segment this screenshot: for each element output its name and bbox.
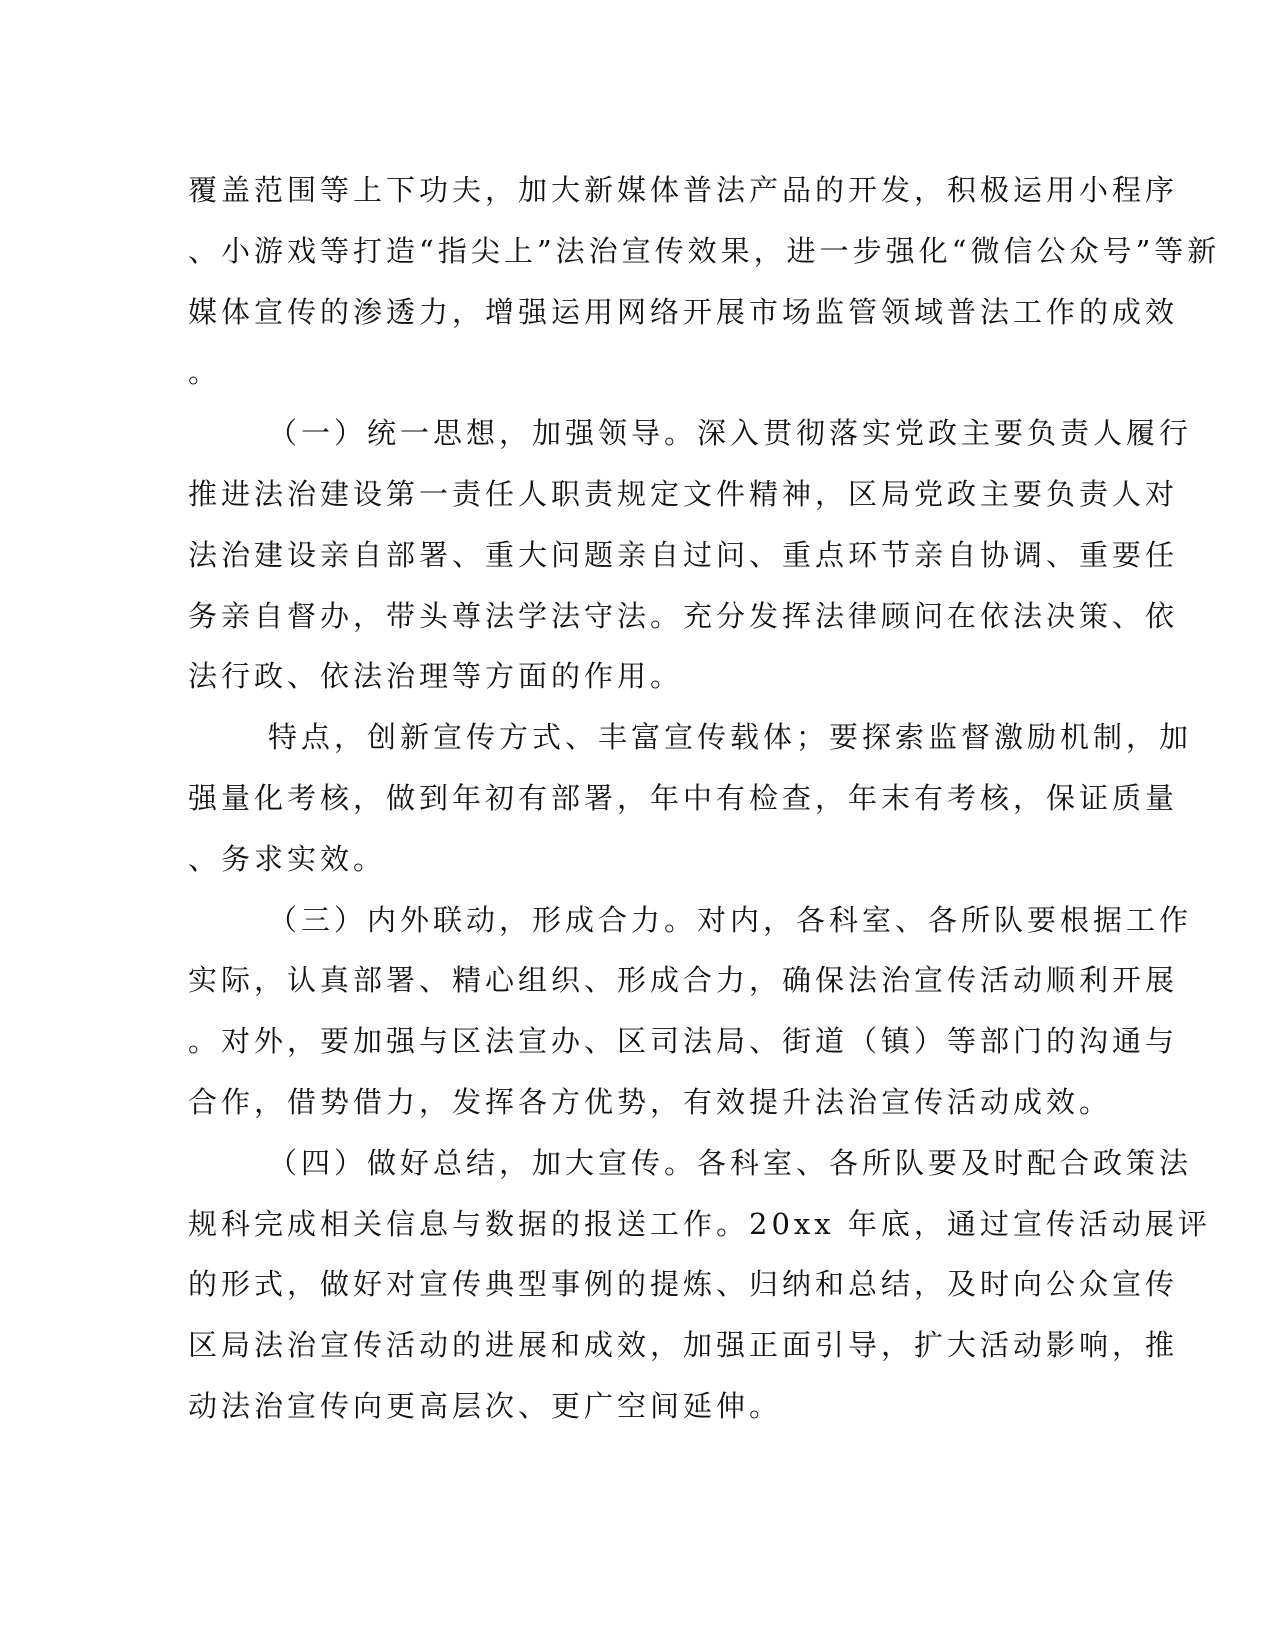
text-line: （四）做好总结，加大宣传。各科室、各所队要及时配合政策法 [268,1145,1193,1180]
text-line: 覆盖范围等上下功夫，加大新媒体普法产品的开发，积极运用小程序 [188,173,1179,207]
text-line: 务亲自督办，带头尊法学法守法。充分发挥法律顾问在依法决策、依 [188,598,1179,633]
text-line: 媒体宣传的渗透力，增强运用网络开展市场监管领域普法工作的成效 [188,294,1179,329]
text-line: 。对外，要加强与区法宣办、区司法局、街道（镇）等部门的沟通与 [188,1024,1179,1059]
text-line: （三）内外联动，形成合力。对内，各科室、各所队要根据工作 [268,902,1193,937]
text-line: 法行政、依法治理等方面的作用。 [188,659,684,694]
text-line: （一）统一思想，加强领导。深入贯彻落实党政主要负责人履行 [268,416,1193,451]
text-line: 法治建设亲自部署、重大问题亲自过问、重点环节亲自协调、重要任 [188,537,1179,572]
text-line: 规科完成相关信息与数据的报送工作。20xx 年底，通过宣传活动展评 [188,1206,1211,1241]
text-line: 、小游戏等打造“指尖上”法治宣传效果，进一步强化“微信公众号”等新 [188,233,1221,268]
text-line: 。 [188,355,222,390]
text-line: 的形式，做好对宣传典型事例的提炼、归纳和总结，及时向公众宣传 [188,1267,1179,1302]
text-line: 动法治宣传向更高层次、更广空间延伸。 [188,1388,783,1423]
text-line: 特点，创新宣传方式、丰富宣传载体；要探索监督激励机制，加 [268,720,1193,755]
body-text [188,160,1221,1437]
text-line: 、务求实效。 [188,841,387,876]
text-line: 合作，借势借力，发挥各方优势，有效提升法治宣传活动成效。 [188,1084,1113,1119]
text-line: 区局法治宣传活动的进展和成效，加强正面引导，扩大活动影响，推 [188,1328,1179,1363]
text-line: 强量化考核，做到年初有部署，年中有检查，年末有考核，保证质量 [188,780,1179,815]
text-line: 推进法治建设第一责任人职责规定文件精神，区局党政主要负责人对 [188,476,1179,511]
text-line: 实际，认真部署、精心组织、形成合力，确保法治宣传活动顺利开展 [188,963,1179,998]
